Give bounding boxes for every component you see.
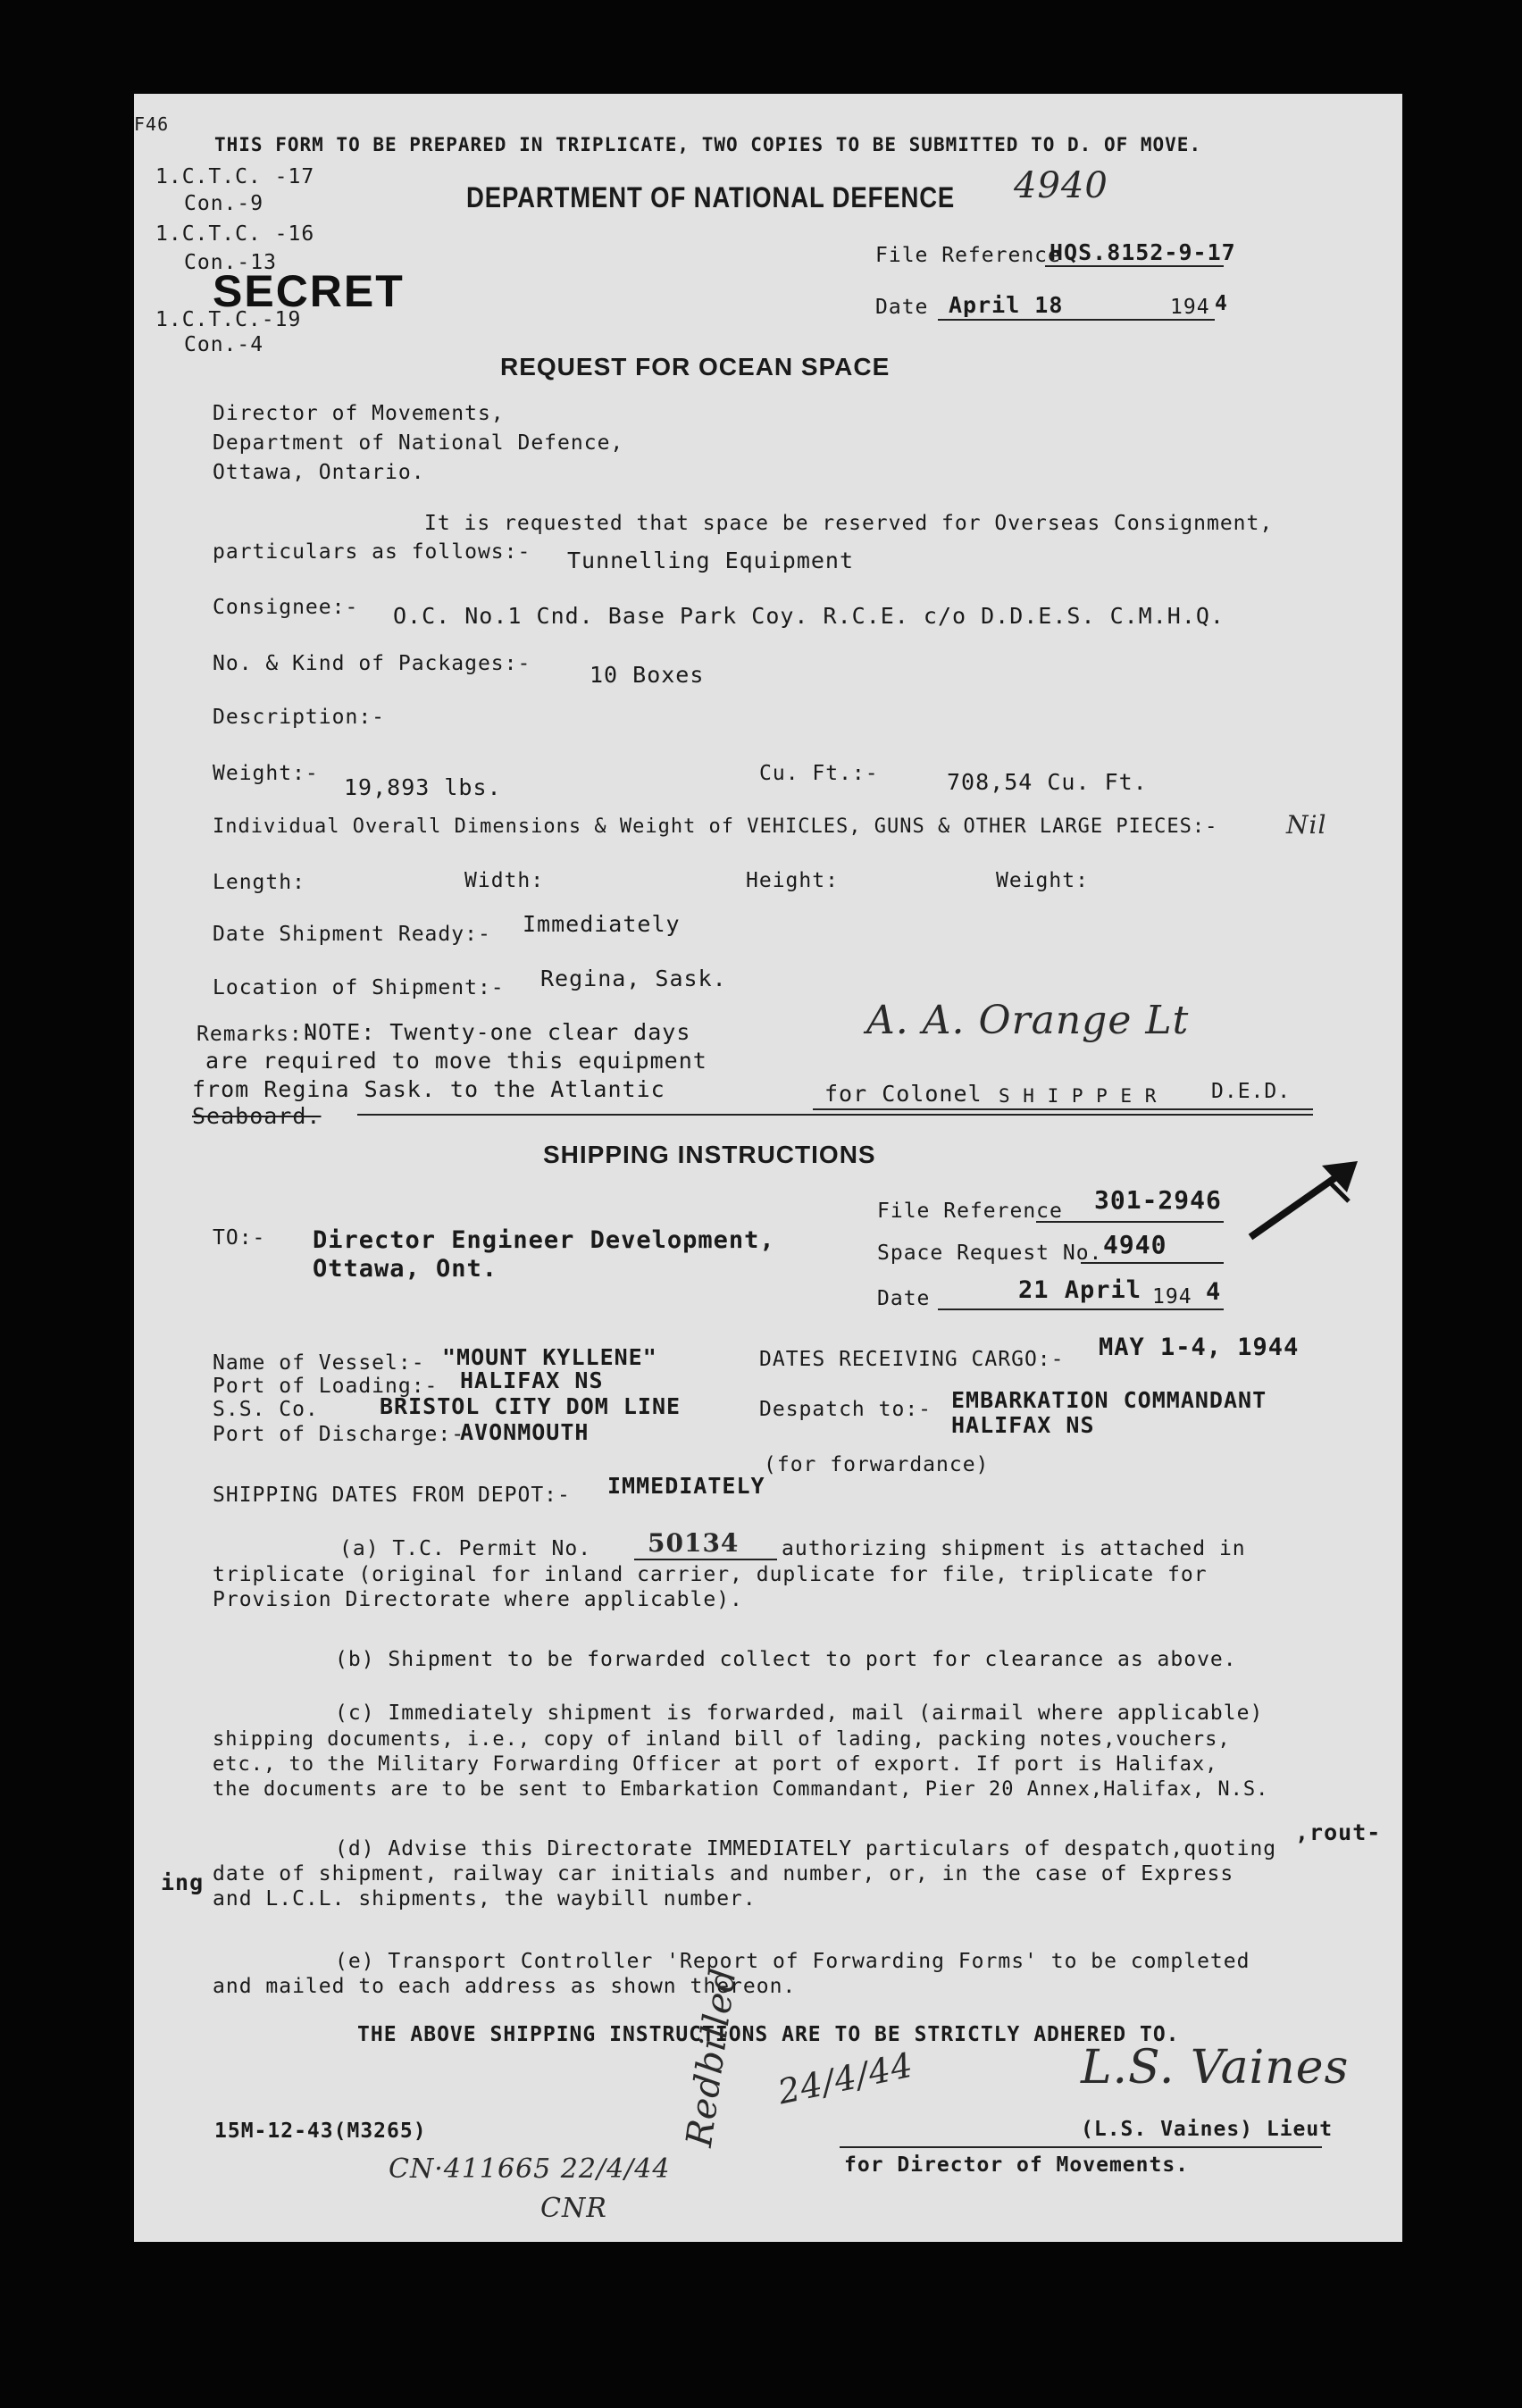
file-reference-line bbox=[1045, 265, 1224, 267]
consignee-value: O.C. No.1 Cnd. Base Park Coy. R.C.E. c/o D.D.E.S. C.M.H.Q. bbox=[393, 603, 1225, 629]
shipping-title: SHIPPING INSTRUCTIONS bbox=[543, 1141, 876, 1168]
depot-value: IMMEDIATELY bbox=[607, 1473, 765, 1499]
shipping-date-value: 21 April bbox=[1018, 1276, 1142, 1304]
shipping-date-line bbox=[938, 1309, 1224, 1310]
para-e-line-1: (e) Transport Controller 'Report of Forwarding Forms' to be completed bbox=[335, 1950, 1250, 1973]
date-label: Date bbox=[875, 296, 929, 319]
for-colonel-label: for Colonel bbox=[824, 1081, 983, 1107]
weight2-label: Weight: bbox=[996, 869, 1089, 892]
para-a-line-2: triplicate (original for inland carrier, duplicate for file, triplicate for bbox=[213, 1563, 1208, 1586]
closing-statement: THE ABOVE SHIPPING INSTRUCTIONS ARE TO BE STRICTLY ADHERED TO. bbox=[357, 2023, 1180, 2046]
top-instruction: THIS FORM TO BE PREPARED IN TRIPLICATE, TWO COPIES TO BE SUBMITTED TO D. OF MOVE. bbox=[214, 134, 1202, 155]
shipping-year-suffix: 4 bbox=[1206, 1278, 1222, 1306]
remarks-line-3: from Regina Sask. to the Atlantic bbox=[192, 1076, 665, 1102]
margin-ref-4: Con.-13 bbox=[184, 251, 277, 274]
remarks-label: Remarks:- bbox=[197, 1023, 316, 1046]
shipper-signature: A. A. Orange Lt bbox=[866, 998, 1190, 1043]
cuft-label: Cu. Ft.:- bbox=[759, 762, 879, 785]
para-e-line-2: and mailed to each address as shown thereon. bbox=[213, 1975, 797, 1998]
forwardance-note: (for forwardance) bbox=[764, 1453, 990, 1476]
remarks-line-2: are required to move this equipment bbox=[205, 1048, 707, 1074]
despatch-label: Despatch to:- bbox=[759, 1398, 932, 1421]
date-year-prefix: 194 bbox=[1170, 296, 1210, 319]
space-request-line bbox=[1081, 1262, 1224, 1264]
para-d-insert-2: ing bbox=[161, 1869, 205, 1895]
margin-ref-5: 1.C.T.C.-19 bbox=[155, 308, 302, 331]
para-b: (b) Shipment to be forwarded collect to port for clearance as above. bbox=[335, 1648, 1237, 1671]
margin-ref-3: 1.C.T.C. -16 bbox=[155, 222, 315, 246]
vessel-label: Name of Vessel:- bbox=[213, 1351, 425, 1375]
intro-line-2: particulars as follows:- bbox=[213, 540, 531, 564]
loading-label: Port of Loading:- bbox=[213, 1375, 439, 1398]
ready-value: Immediately bbox=[523, 911, 681, 937]
dates-cargo-label: DATES RECEIVING CARGO:- bbox=[759, 1348, 1065, 1371]
handwritten-redbilled: Redbilled bbox=[679, 1965, 745, 2150]
file-reference-label: File Reference bbox=[875, 244, 1061, 267]
ssco-label: S.S. Co. bbox=[213, 1398, 319, 1421]
director-signature: L.S. Vaines bbox=[1081, 2041, 1350, 2094]
length-label: Length: bbox=[213, 871, 305, 894]
form-number: 15M-12-43(M3265) bbox=[214, 2120, 427, 2143]
dimensions-label: Individual Overall Dimensions & Weight of VEHICLES, GUNS & OTHER LARGE PIECES:- bbox=[213, 815, 1218, 838]
intro-line-1: It is requested that space be reserved for Overseas Consignment, bbox=[424, 512, 1274, 535]
date-value: April 18 bbox=[949, 292, 1064, 318]
address-line-2: Department of National Defence, bbox=[213, 431, 624, 455]
discharge-value: AVONMOUTH bbox=[460, 1419, 590, 1445]
signer-for: for Director of Movements. bbox=[844, 2153, 1190, 2177]
weight-value: 19,893 lbs. bbox=[344, 774, 502, 800]
ssco-value: BRISTOL CITY DOM LINE bbox=[380, 1393, 682, 1419]
location-label: Location of Shipment:- bbox=[213, 976, 505, 999]
dimensions-nil: Nil bbox=[1286, 810, 1327, 840]
despatch-line-2: HALIFAX NS bbox=[951, 1412, 1095, 1438]
dates-cargo-value: MAY 1-4, 1944 bbox=[1099, 1334, 1300, 1361]
shipping-year-prefix: 194 bbox=[1152, 1285, 1192, 1309]
height-label: Height: bbox=[746, 869, 839, 892]
para-d-line-1: (d) Advise this Directorate IMMEDIATELY particulars of despatch,quoting bbox=[335, 1837, 1277, 1860]
handwritten-cn-number: CN·411665 22/4/44 bbox=[389, 2153, 671, 2185]
date-line bbox=[938, 319, 1215, 321]
width-label: Width: bbox=[464, 869, 545, 892]
space-request-value: 4940 bbox=[1103, 1230, 1167, 1259]
ready-label: Date Shipment Ready:- bbox=[213, 923, 491, 946]
cuft-value: 708,54 Cu. Ft. bbox=[947, 769, 1148, 795]
discharge-label: Port of Discharge:- bbox=[213, 1423, 465, 1446]
signer-line bbox=[840, 2146, 1322, 2148]
para-d-insert-1: ,rout- bbox=[1295, 1819, 1382, 1845]
department-title: DEPARTMENT OF NATIONAL DEFENCE bbox=[466, 181, 956, 213]
para-a-line-3: Provision Directorate where applicable). bbox=[213, 1588, 743, 1611]
file-reference-value: HQS.8152-9-17 bbox=[1050, 239, 1236, 265]
to-line-2: Ottawa, Ont. bbox=[313, 1255, 498, 1283]
request-title: REQUEST FOR OCEAN SPACE bbox=[500, 353, 891, 380]
shipping-file-ref-value: 301-2946 bbox=[1094, 1185, 1222, 1215]
permit-line bbox=[634, 1559, 777, 1560]
date-year-suffix: 4 bbox=[1215, 292, 1228, 315]
despatch-line-1: EMBARKATION COMMANDANT bbox=[951, 1387, 1267, 1413]
space-request-label: Space Request No. bbox=[877, 1242, 1103, 1265]
consignment-value: Tunnelling Equipment bbox=[567, 548, 855, 573]
margin-ref-2: Con.-9 bbox=[184, 192, 264, 215]
packages-label: No. & Kind of Packages:- bbox=[213, 652, 531, 675]
consignee-label: Consignee:- bbox=[213, 596, 359, 619]
para-c-line-3: etc., to the Military Forwarding Officer at port of export. If port is Halifax, bbox=[213, 1753, 1218, 1776]
location-value: Regina, Sask. bbox=[540, 966, 727, 991]
shipping-date-label: Date bbox=[877, 1287, 931, 1310]
para-d-line-2: date of shipment, railway car initials and number, or, in the case of Express bbox=[213, 1862, 1234, 1885]
remarks-line-1: NOTE: Twenty-one clear days bbox=[304, 1019, 691, 1045]
para-c-line-1: (c) Immediately shipment is forwarded, mail (airmail where applicable) bbox=[335, 1701, 1264, 1725]
shipper-line bbox=[813, 1108, 1313, 1110]
loading-value: HALIFAX NS bbox=[460, 1367, 604, 1393]
para-d-line-3: and L.C.L. shipments, the waybill number. bbox=[213, 1887, 757, 1911]
vessel-value: "MOUNT KYLLENE" bbox=[442, 1344, 657, 1370]
remarks-line-4: Seaboard. bbox=[192, 1103, 322, 1129]
to-label: TO:- bbox=[213, 1226, 266, 1250]
para-c-line-2: shipping documents, i.e., copy of inland bill of lading, packing notes,vouchers, bbox=[213, 1728, 1231, 1751]
corner-mark: F46 bbox=[134, 113, 170, 135]
signer-name: (L.S. Vaines) Lieut bbox=[1081, 2118, 1334, 2141]
shipper-label: S H I P P E R bbox=[999, 1085, 1158, 1107]
margin-ref-1: 1.C.T.C. -17 bbox=[155, 165, 315, 188]
para-a-end: authorizing shipment is attached in bbox=[782, 1537, 1246, 1560]
address-line-3: Ottawa, Ontario. bbox=[213, 461, 425, 484]
shipper-office: D.E.D. bbox=[1211, 1080, 1292, 1103]
description-label: Description:- bbox=[213, 706, 386, 729]
packages-value: 10 Boxes bbox=[590, 662, 705, 688]
handwritten-request-number: 4940 bbox=[1014, 165, 1108, 206]
permit-number: 50134 bbox=[648, 1528, 740, 1558]
para-a-start: (a) T.C. Permit No. bbox=[339, 1537, 592, 1560]
shipping-file-ref-label: File Reference bbox=[877, 1200, 1063, 1223]
handwritten-cnr: CNR bbox=[540, 2193, 607, 2224]
arrow-mark bbox=[1242, 1157, 1367, 1246]
para-c-line-4: the documents are to be sent to Embarkation Commandant, Pier 20 Annex,Halifax, N.S. bbox=[213, 1778, 1269, 1801]
depot-label: SHIPPING DATES FROM DEPOT:- bbox=[213, 1484, 571, 1507]
to-line-1: Director Engineer Development, bbox=[313, 1226, 775, 1254]
address-line-1: Director of Movements, bbox=[213, 402, 505, 425]
shipping-file-ref-line bbox=[1036, 1221, 1224, 1223]
document-page bbox=[134, 94, 1402, 2242]
section-divider bbox=[357, 1114, 1313, 1116]
secret-stamp: SECRET bbox=[213, 266, 405, 316]
handwritten-redbilled-date: 24/4/44 bbox=[774, 2044, 917, 2112]
margin-ref-6: Con.-4 bbox=[184, 333, 264, 356]
weight-label: Weight:- bbox=[213, 762, 319, 785]
